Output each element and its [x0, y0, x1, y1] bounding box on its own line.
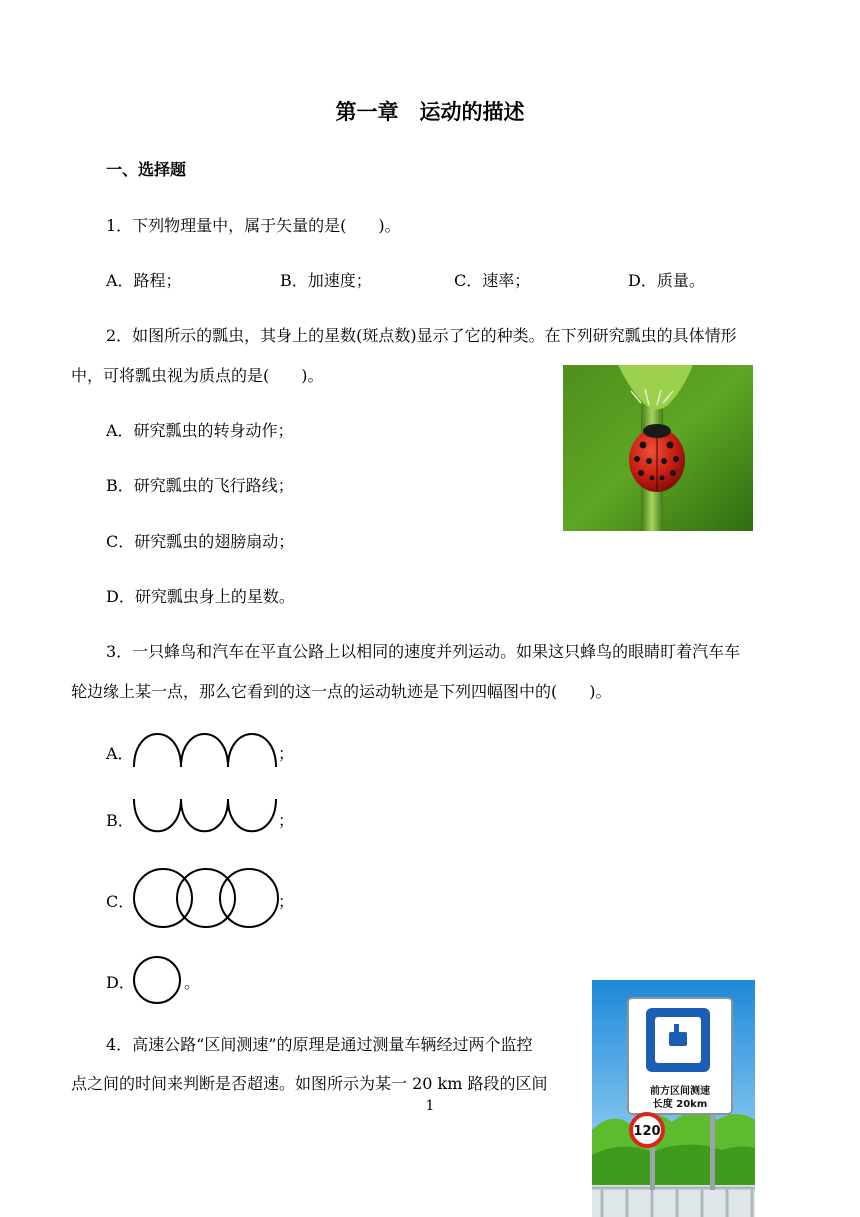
q3-option-d-end: 。 [184, 973, 201, 992]
q3-option-c-figure [131, 866, 281, 930]
page-title: 第一章 运动的描述 [335, 100, 525, 124]
q3-stem-line1: 3．一只蜂鸟和汽车在平直公路上以相同的速度并列运动。如果这只蜂鸟的眼睛盯着汽车车 [106, 642, 741, 661]
q1-option-a: A．路程； [106, 271, 182, 290]
section-heading: 一、选择题 [106, 160, 187, 179]
sign-text-line2: 长度 20km [652, 1099, 708, 1110]
q3-option-a-label: A． [106, 744, 134, 763]
q1-option-b: B．加速度； [280, 271, 372, 290]
sign-text-line1: 前方区间测速 [650, 1086, 710, 1097]
ladybug-photo [563, 365, 753, 531]
q2-option-b: B．研究瓢虫的飞行路线； [106, 476, 294, 495]
q3-option-c-end: ； [278, 892, 295, 911]
q2-stem-line2: 中，可将瓢虫视为质点的是( )。 [71, 366, 324, 385]
q3-option-a-end: ； [278, 744, 295, 763]
speed-limit-text: 120 [633, 1124, 661, 1139]
q3-stem-line2: 轮边缘上某一点，那么它看到的这一点的运动轨迹是下列四幅图中的( )。 [71, 682, 612, 701]
q3-option-d-label: D． [106, 973, 135, 992]
q2-stem-line1: 2．如图所示的瓢虫，其身上的星数(斑点数)显示了它的种类。在下列研究瓢虫的具体情形 [106, 326, 737, 345]
q1-stem: 1．下列物理量中，属于矢量的是( )。 [106, 216, 401, 235]
q1-option-c: C．速率； [454, 271, 531, 290]
q3-option-b-label: B． [106, 811, 134, 830]
q3-option-b-end: ； [278, 811, 295, 830]
q4-stem-line2: 点之间的时间来判断是否超速。如图所示为某一 20 km 路段的区间 [71, 1074, 548, 1093]
q1-option-d: D．质量。 [628, 271, 705, 290]
q2-option-d: D．研究瓢虫身上的星数。 [106, 587, 295, 606]
q4-stem-line1: 4．高速公路“区间测速”的原理是通过测量车辆经过两个监控 [106, 1035, 533, 1054]
q3-option-d-figure [131, 955, 185, 1005]
q2-option-a: A．研究瓢虫的转身动作； [106, 421, 294, 440]
q2-option-c: C．研究瓢虫的翅膀扇动； [106, 532, 295, 551]
q3-option-a-figure [131, 731, 281, 769]
q3-option-c-label: C． [106, 892, 135, 911]
page-number: 1 [425, 1098, 435, 1114]
q3-option-b-figure [131, 796, 281, 836]
